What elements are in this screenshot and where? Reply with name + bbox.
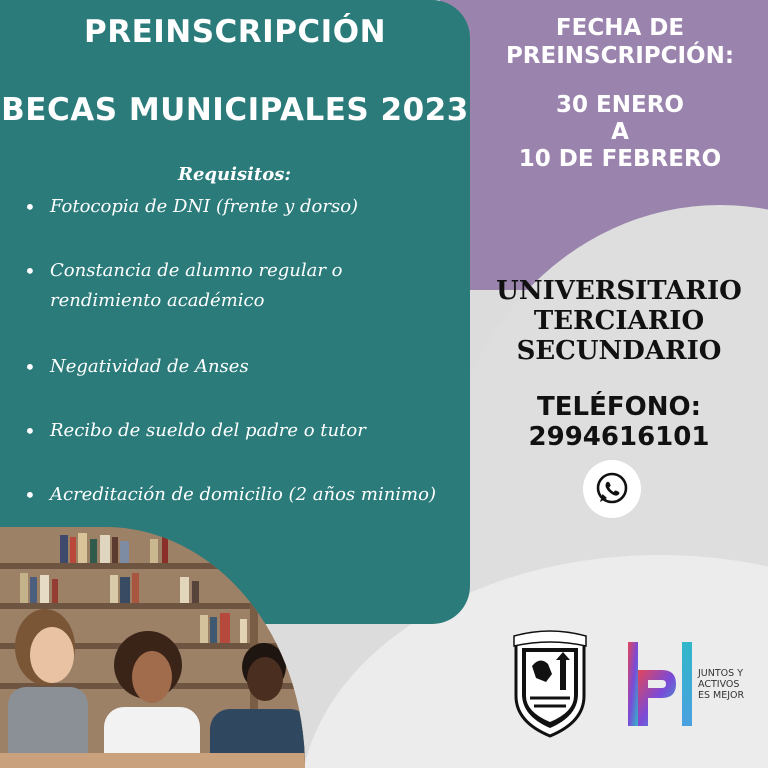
date-label-line2: PREINSCRIPCIÓN: <box>505 43 735 69</box>
whatsapp-icon <box>583 460 641 518</box>
slogan-line3: ES MEJOR <box>698 690 745 701</box>
whatsapp-button[interactable] <box>583 460 641 518</box>
phone-number: 2994616101 <box>528 422 710 452</box>
list-item: • Fotocopia de DNI (frente y dorso) <box>24 192 464 222</box>
list-item: • Acreditación de domicilio (2 años minimo) <box>24 480 464 510</box>
level-university: UNIVERSITARIO <box>496 276 742 306</box>
education-levels <box>478 276 760 366</box>
level-tertiary: TERCIARIO <box>533 306 705 336</box>
juntos-activos-logo <box>626 640 696 730</box>
municipal-shield-logo <box>512 630 588 738</box>
date-connector: A <box>611 119 629 145</box>
slogan-line2: ACTIVOS <box>698 679 740 690</box>
list-item: • Negatividad de Anses <box>24 352 464 382</box>
phone-label: TELÉFONO: <box>537 392 701 422</box>
slogan <box>698 668 744 701</box>
requirements-heading: Requisitos: <box>178 164 291 185</box>
page-title: PREINSCRIPCIÓN <box>83 14 387 50</box>
phone-block <box>478 392 760 452</box>
slogan-line1: JUNTOS Y <box>698 668 743 679</box>
date-range <box>480 92 760 173</box>
date-end: 10 DE FEBRERO <box>518 146 722 172</box>
date-start: 30 ENERO <box>556 92 684 118</box>
date-label-line1: FECHA DE <box>555 15 685 41</box>
page-subtitle: BECAS MUNICIPALES 2023 <box>1 92 469 128</box>
list-item: • Recibo de sueldo del padre o tutor <box>24 416 464 446</box>
date-label <box>480 14 760 70</box>
list-item: • Constancia de alumno regular o rendimiento académico <box>24 256 384 316</box>
level-secondary: SECUNDARIO <box>516 336 722 366</box>
